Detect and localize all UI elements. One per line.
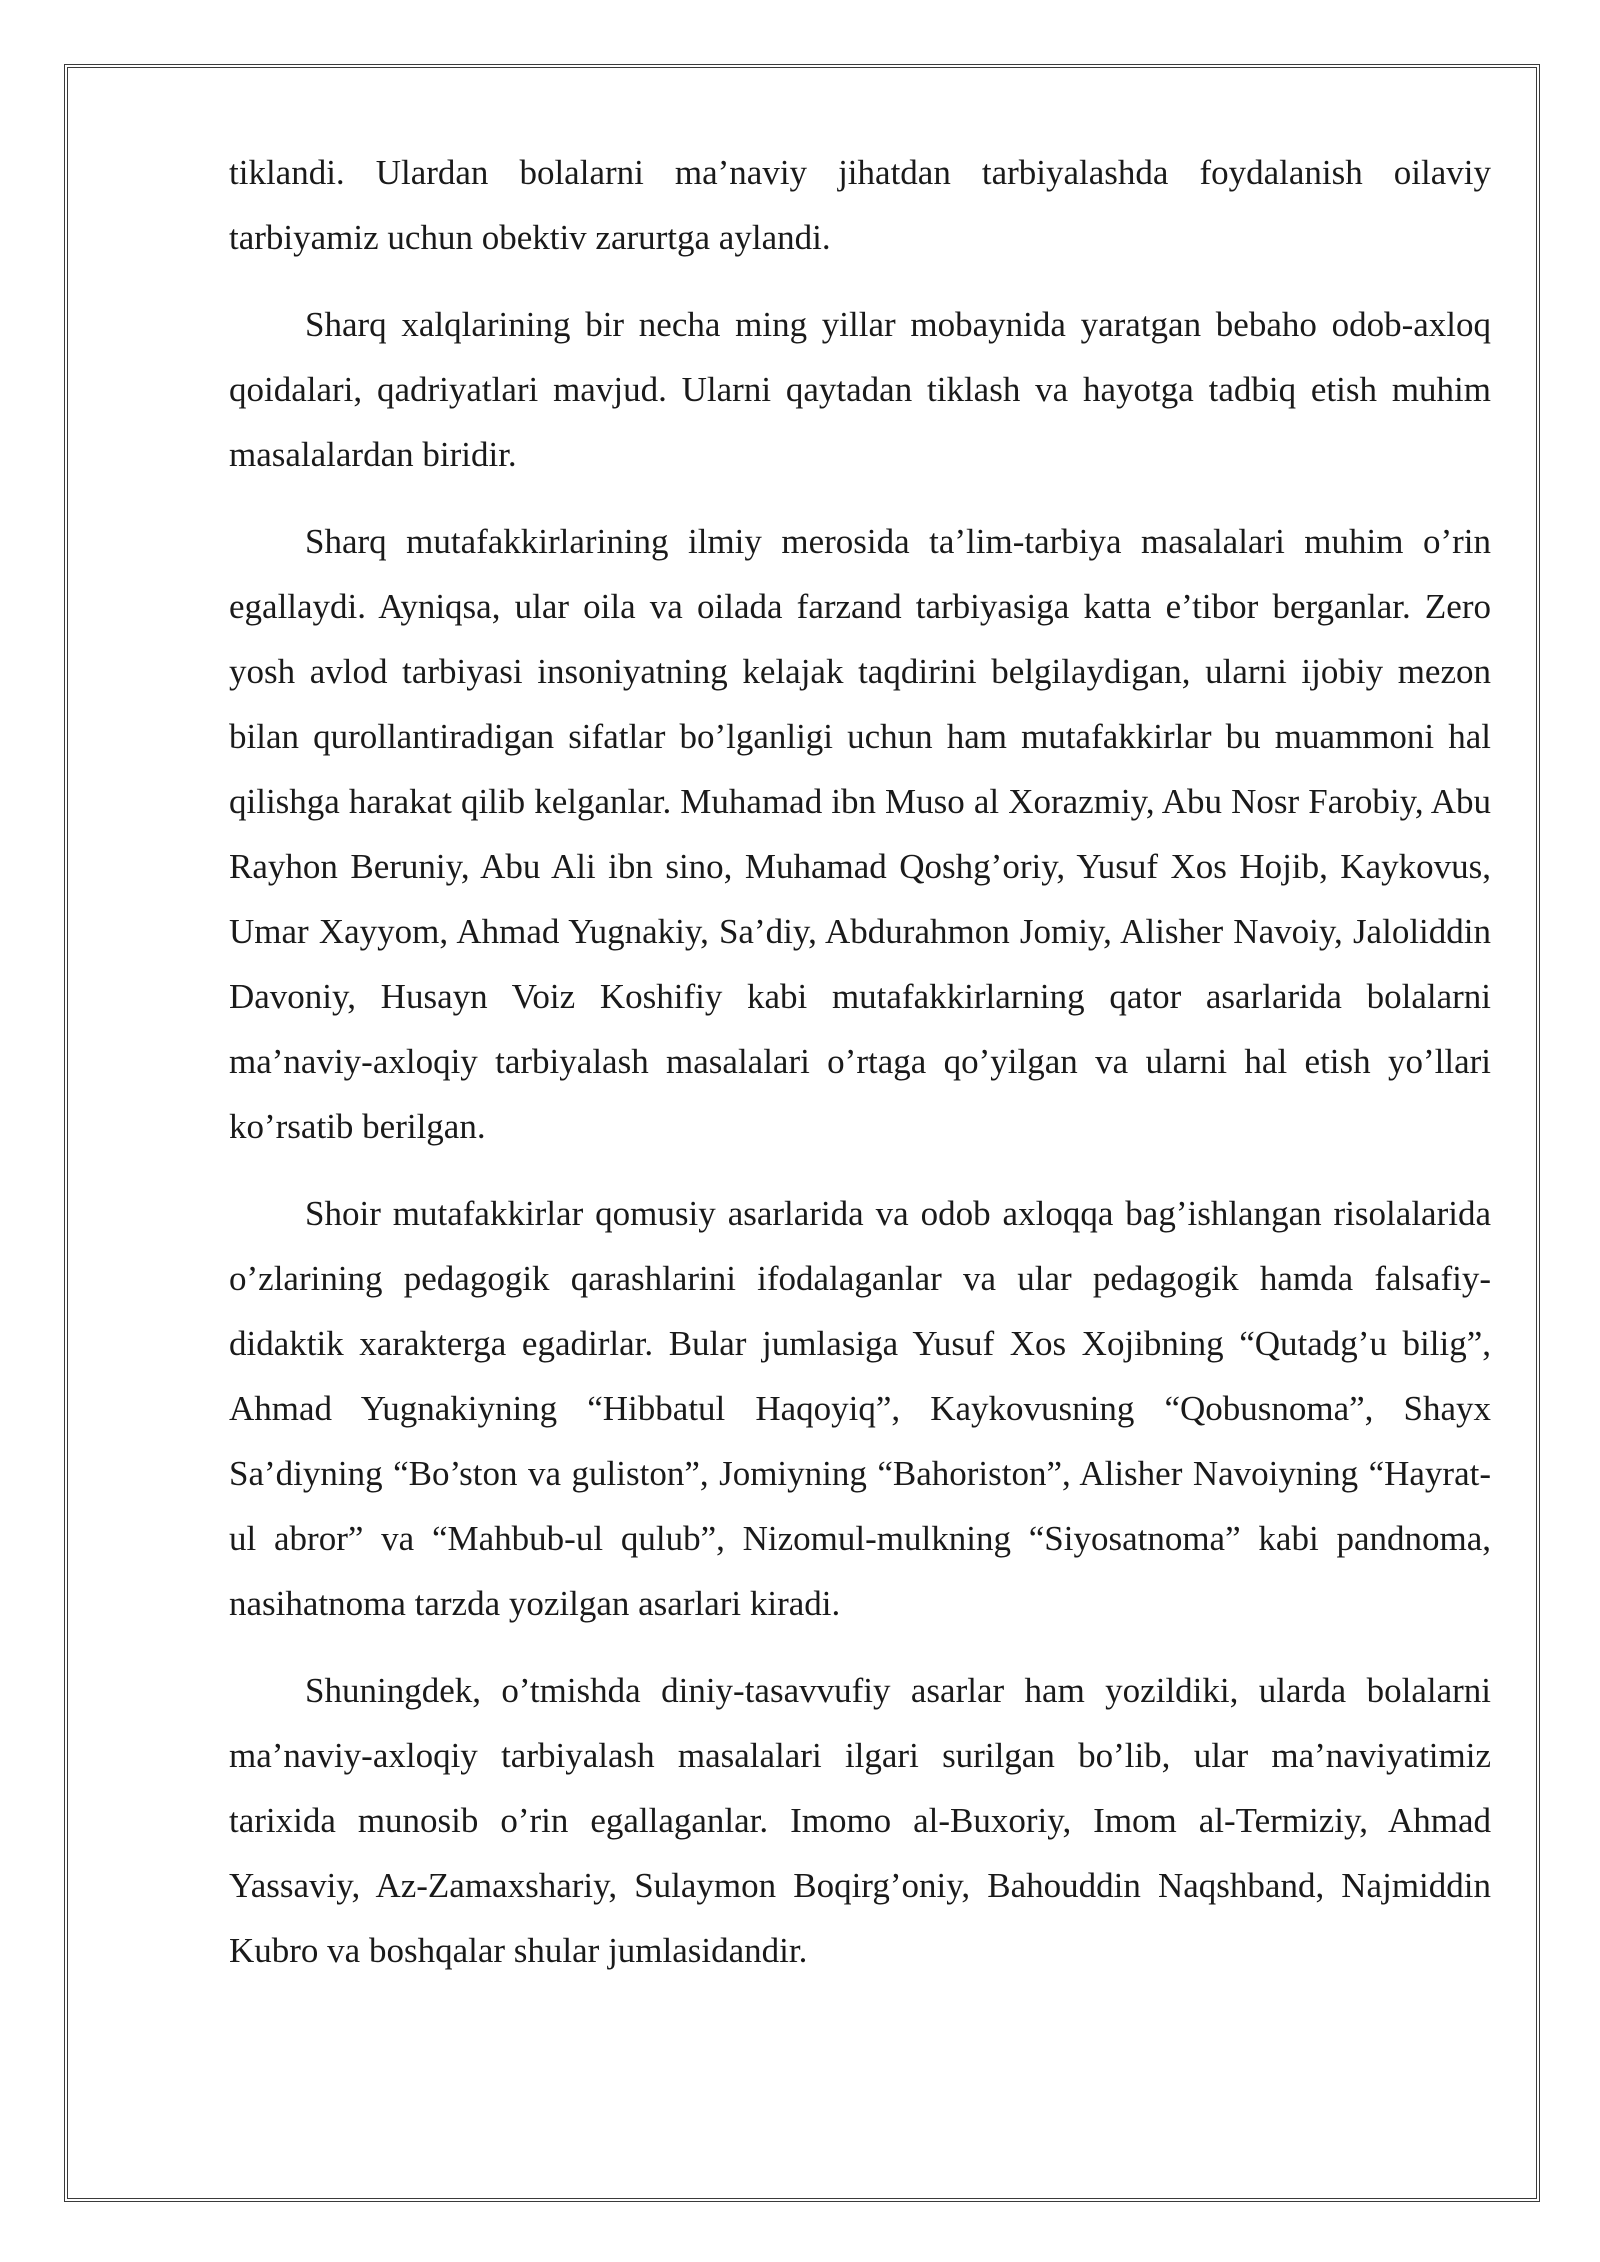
paragraph-5: Shuningdek, o’tmishda diniy-tasavvufiy asarlar ham yozildiki, ularda bolalarni ma’naviy-axloqiy tarbiyalash masalalari ilgari surilgan bo’lib, ular ma’naviyatimiz tarixida munosib o’rin egallaganlar. Imomo al-Buxoriy, Imom al-Termiziy, Ahmad Yassaviy, Az-Zamaxshariy, Sulaymon Boqirg’oniy, Bahouddin Naqshband, Najmiddin Kubro va boshqalar shular jumlasidandir. [229, 1671, 1491, 1970]
paragraph-3: Sharq mutafakkirlarining ilmiy merosida ta’lim-tarbiya masalalari muhim o’rin egallaydi. Ayniqsa, ular oila va oilada farzand tarbiyasiga katta e’tibor berganlar. Zero yosh avlod tarbiyasi insoniyatning kelajak taqdirini belgilaydigan, ularni ijobiy mezon bilan qurollantiradigan sifatlar bo’lganligi uchun ham mutafakkirlar bu muammoni hal qilishga harakat qilib kelganlar. Muhamad ibn Muso al Xorazmiy, Abu Nosr Farobiy, Abu Rayhon Beruniy, Abu Ali ibn sino, Muhamad Qoshg’oriy, Yusuf Xos Hojib, Kaykovus, Umar Xayyom, Ahmad Yugnakiy, Sa’diy, Abdurahmon Jomiy, Alisher Navoiy, Jaloliddin Davoniy, Husayn Voiz Koshifiy kabi mutafakkirlarning qator asarlarida bolalarni ma’naviy-axloqiy tarbiyalash masalalari o’rtaga qo’yilgan va ularni hal etish yo’llari ko’rsatib berilgan. [229, 522, 1491, 1146]
paragraph-1: tiklandi. Ulardan bolalarni ma’naviy jihatdan tarbiyalashda foydalanish oilaviy tarbiyamiz uchun obektiv zarurtga aylandi. [229, 153, 1491, 257]
paragraph-2: Sharq xalqlarining bir necha ming yillar mobaynida yaratgan bebaho odob-axloq qoidalari, qadriyatlari mavjud. Ularni qaytadan tiklash va hayotga tadbiq etish muhim masalalardan biridir. [229, 305, 1491, 474]
document-body [229, 140, 1491, 2005]
paragraph-4: Shoir mutafakkirlar qomusiy asarlarida va odob axloqqa bag’ishlangan risolalarida o’zlarining pedagogik qarashlarini ifodalaganlar va ular pedagogik hamda falsafiy-didaktik xarakterga egadirlar. Bular jumlasiga Yusuf Xos Xojibning “Qutadg’u bilig”, Ahmad Yugnakiyning “Hibbatul Haqoyiq”, Kaykovusning “Qobusnoma”, Shayx Sa’diyning “Bo’ston va guliston”, Jomiyning “Bahoriston”, Alisher Navoiyning “Hayrat-ul abror” va “Mahbub-ul qulub”, Nizomul-mulkning “Siyosatnoma” kabi pandnoma, nasihatnoma tarzda yozilgan asarlari kiradi. [229, 1194, 1491, 1623]
